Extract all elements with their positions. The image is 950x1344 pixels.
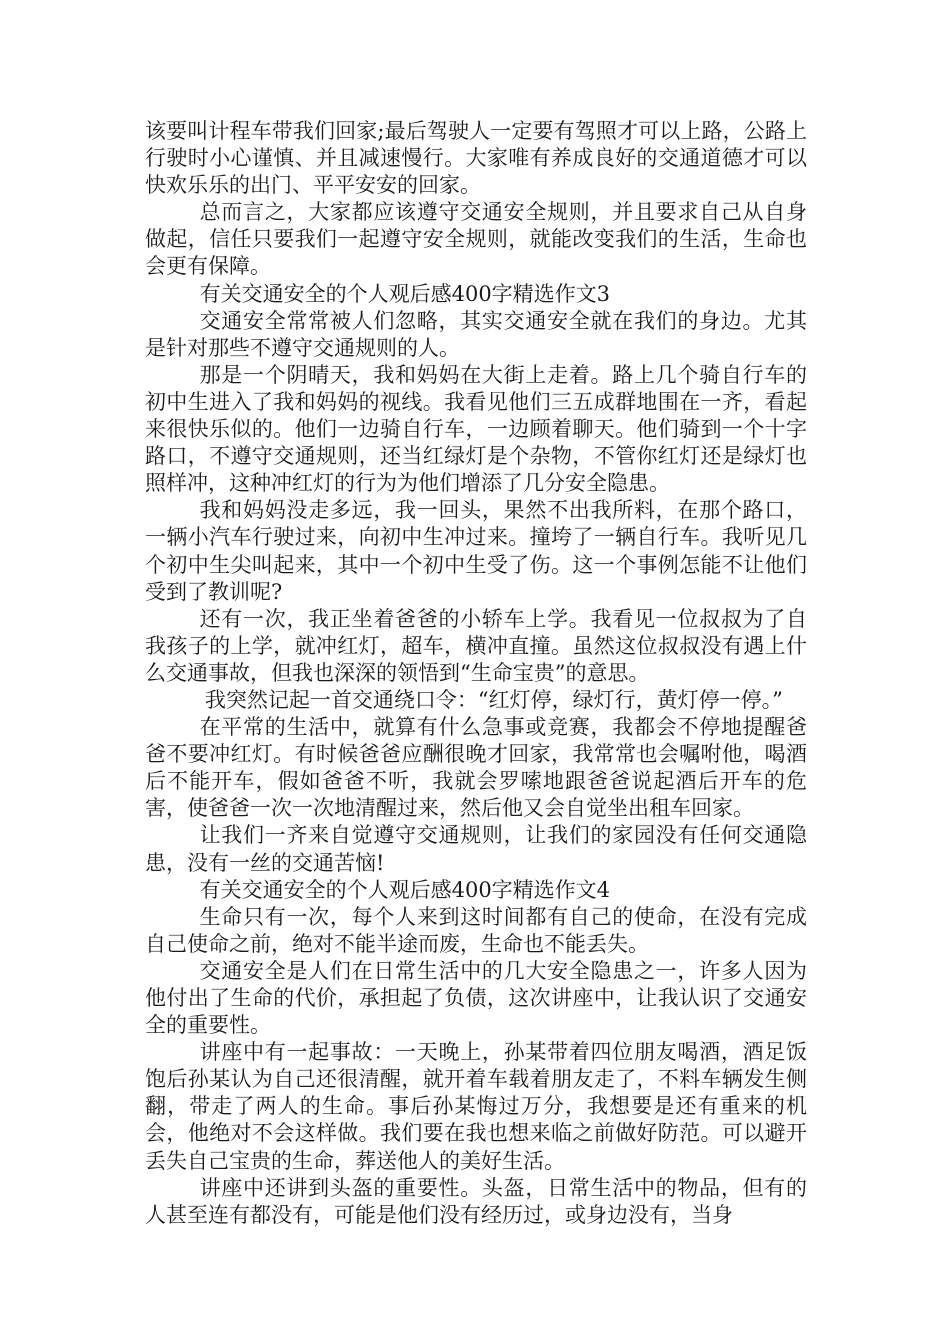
paragraph-13: 讲座中还讲到头盔的重要性。头盔，日常生活中的物品，但有的人甚至连有都没有，可能是他们没有经历过，或身边没有，当身 (145, 1175, 807, 1227)
section-heading-3: 有关交通安全的个人观后感400字精选作文3 (199, 281, 611, 306)
paragraph-6: 还有一次，我正坐着爸爸的小轿车上学。我看见一位叔叔为了自我孩子的上学，就冲红灯，超车，横冲直撞。虽然这位叔叔没有遇上什么交通事故，但我也深深的领悟到“生命宝贵”的意思。 (145, 606, 807, 685)
document-page (145, 118, 807, 1229)
paragraph-8: 在平常的生活中，就算有什么急事或竞赛，我都会不停地提醒爸爸不要冲红灯。有时候爸爸应酬很晚才回家，我常常也会嘱咐他，喝酒后不能开车，假如爸爸不听，我就会罗嗦地跟爸爸说起酒后开车的危害，使爸爸一次一次地清醒过来，然后他又会自觉坐出租车回家。 (145, 715, 807, 821)
paragraph-10: 生命只有一次，每个人来到这时间都有自己的使命，在没有完成自己使命之前，绝对不能半途而废，生命也不能丢失。 (145, 904, 807, 956)
paragraph-1: 该要叫计程车带我们回家;最后驾驶人一定要有驾照才可以上路，公路上行驶时小心谨慎、并且减速慢行。大家唯有养成良好的交通道德才可以快欢乐乐的出门、平平安安的回家。 (145, 119, 807, 198)
paragraph-5: 我和妈妈没走多远，我一回头，果然不出我所料，在那个路口，一辆小汽车行驶过来，向初中生冲过来。撞垮了一辆自行车。我听见几个初中生尖叫起来，其中一个初中生受了伤。这一个事例怎能不让他们受到了教训呢? (145, 498, 807, 604)
section-heading-4: 有关交通安全的个人观后感400字精选作文4 (199, 877, 611, 902)
paragraph-2: 总而言之，大家都应该遵守交通安全规则，并且要求自己从自身做起，信任只要我们一起遵守安全规则，就能改变我们的生活，生命也会更有保障。 (145, 200, 807, 279)
paragraph-11: 交通安全是人们在日常生活中的几大安全隐患之一，许多人因为他付出了生命的代价，承担起了负债，这次讲座中，让我认识了交通安全的重要性。 (145, 958, 807, 1038)
paragraph-9: 让我们一齐来自觉遵守交通规则，让我们的家园没有任何交通隐患，没有一丝的交通苦恼! (145, 823, 807, 875)
paragraph-3: 交通安全常常被人们忽略，其实交通安全就在我们的身边。尤其是针对那些不遵守交通规则的人。 (145, 308, 807, 360)
paragraph-7: 我突然记起一首交通绕口令：“红灯停，绿灯行，黄灯停一停。” (204, 687, 783, 712)
paragraph-4: 那是一个阴晴天，我和妈妈在大街上走着。路上几个骑自行车的初中生进入了我和妈妈的视线。我看见他们三五成群地围在一齐，看起来很快乐似的。他们一边骑自行车，一边顾着聊天。他们骑到一个十字路口，不遵守交通规则，还当红绿灯是个杂物，不管你红灯还是绿灯也照样冲，这种冲红灯的行为为他们增添了几分安全隐患。 (145, 362, 807, 496)
paragraph-12: 讲座中有一起事故：一天晚上，孙某带着四位朋友喝酒，酒足饭饱后孙某认为自己还很清醒，就开着车载着朋友走了，不料车辆发生侧翻，带走了两人的生命。事后孙某悔过万分，我想要是还有重来的机会，他绝对不会这样做。我们要在我也想来临之前做好防范。可以避开丢失自己宝贵的生命，葬送他人的美好生活。 (145, 1040, 807, 1173)
